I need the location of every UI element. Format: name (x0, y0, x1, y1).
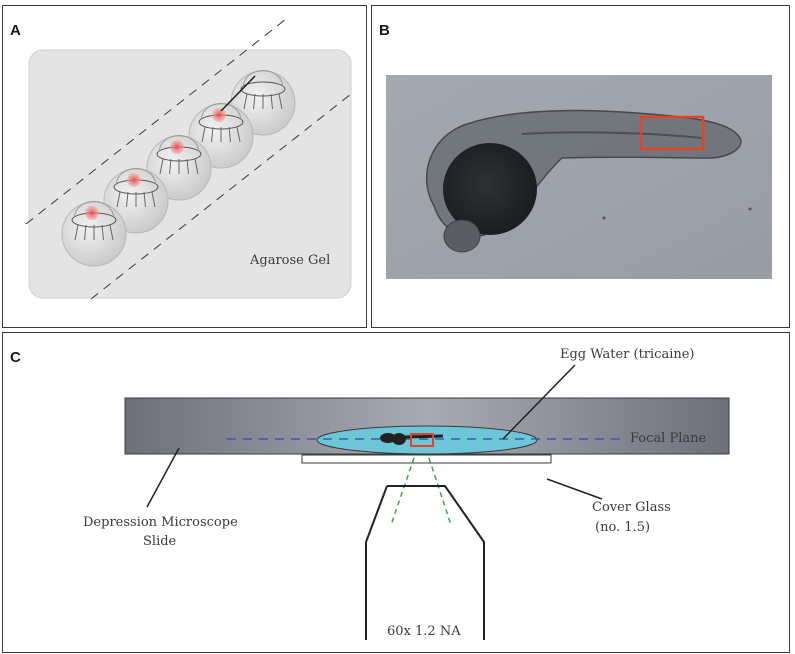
embryo-head (444, 220, 480, 252)
imaging-setup-diagram (3, 333, 791, 654)
fluorescent-marker (170, 140, 184, 154)
brightfield-micrograph (372, 6, 791, 329)
egg-water-droplet (317, 426, 537, 454)
cover-glass (302, 455, 551, 463)
debris-dot (749, 208, 752, 211)
panel-c (2, 332, 790, 653)
egg-water-label: Egg Water (tricaine) (560, 347, 695, 362)
panel-c-letter: C (10, 349, 21, 366)
slide-label-line2: Slide (143, 534, 177, 549)
fluorescent-marker (85, 206, 99, 220)
fluorescent-marker (127, 173, 141, 187)
panel-a (2, 5, 367, 328)
slide-leader (147, 448, 179, 507)
panel-a-letter: A (10, 22, 21, 39)
fluorescent-marker (212, 108, 226, 122)
cover-glass-label-line2: (no. 1.5) (595, 520, 651, 535)
light-path-left (391, 458, 414, 525)
cover-glass-label-line1: Cover Glass (592, 500, 671, 515)
panel-b-letter: B (379, 22, 390, 39)
embryo-silhouette-yolk (392, 433, 406, 445)
agarose-gel-label: Agarose Gel (250, 253, 331, 268)
embryo-egg (62, 202, 126, 267)
objective-lens-outline (366, 486, 484, 640)
slide-label-line1: Depression Microscope (83, 515, 238, 530)
panel-b (371, 5, 790, 328)
objective-label: 60x 1.2 NA (387, 624, 461, 639)
agarose-mounting-diagram (3, 6, 368, 329)
debris-dot (603, 217, 606, 220)
focal-plane-label: Focal Plane (630, 431, 707, 446)
cover-glass-leader (547, 479, 602, 499)
